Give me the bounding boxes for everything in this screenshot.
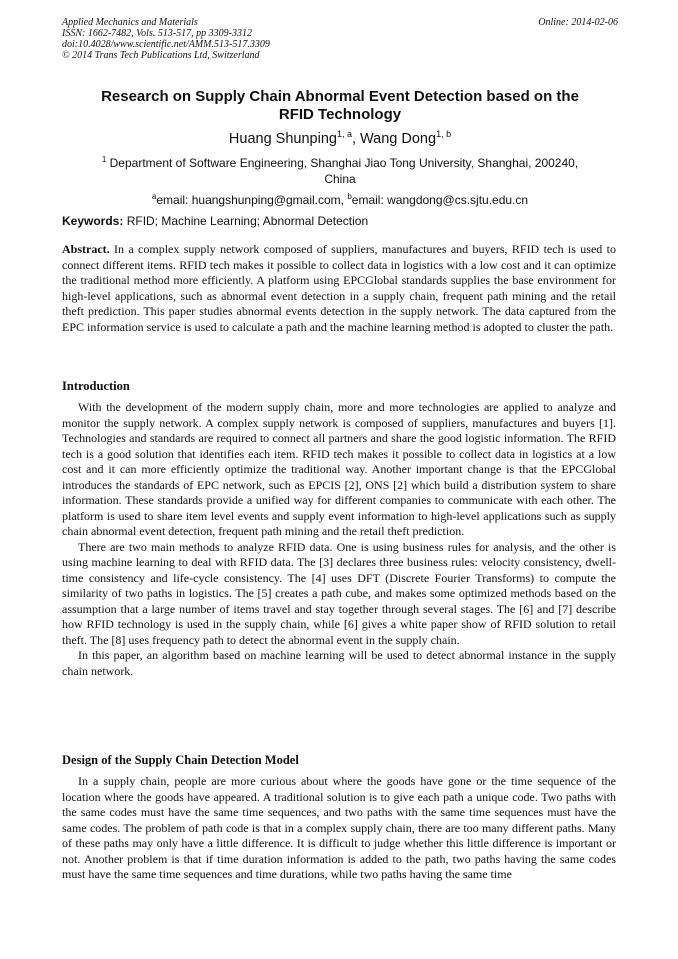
email-b-marker: b: [347, 192, 352, 201]
issn-line: ISSN: 1662-7482, Vols. 513-517, pp 3309-3312: [62, 28, 252, 39]
author-1-affil: 1, a: [336, 129, 352, 139]
email-a: email: huangshunping@gmail.com,: [156, 193, 348, 207]
title-line-1: Research on Supply Chain Abnormal Event Detection based on the: [101, 88, 579, 105]
abstract-paragraph: [62, 242, 616, 335]
email-line: [62, 192, 618, 208]
abstract-text: In a complex supply network composed of suppliers, manufactures and buyers, RFID tech is used to connect different items. RFID tech makes it possible to collect data in logistics with a low cost and it can optimize the traditional method more efficiently. A platform using EPCGlobal standards supplies the base environment for high-level applications, such as abnormal event detection in a supply chain, frequent path mining and the retail theft prediction. This paper studies abnormal events detection in the supply network. The data captured from the EPC information service is used to calculate a path and the machine learning method is adopted to cluster the path.: [62, 242, 616, 334]
abstract: [62, 242, 616, 335]
intro-paragraph-1: With the development of the modern supply chain, more and more technologies are applied to analyze and monitor the supply network. A complex supply network is composed of suppliers, manufactures and buyers [1]. Technologies and standards are required to connect all partners and share the good logistic information. The RFID tech is a good solution that identifies each item. RFID tech makes it possible to collect data in logistics at a low cost and it can more efficiently optimize the traditional way. Another important change is that the EPCGlobal introduces the standards of EPC network, such as EPCIS [2], ONS [2] which build a distribution system to share information. These standards provide a unified way for different companies to communicate with each other. The platform is used to share item level events and supply event information to high-level applications such as supply chain abnormal event detection, frequent path mining and the retail theft prediction.: [62, 400, 616, 538]
author-1: Huang Shunping: [228, 131, 337, 147]
copyright-line: © 2014 Trans Tech Publications Ltd, Switzerland: [62, 50, 260, 61]
design-body: [62, 774, 616, 883]
email-b: email: wangdong@cs.sjtu.edu.cn: [351, 193, 529, 207]
paper-title: [62, 88, 618, 124]
intro-paragraph-2: There are two main methods to analyze RFID data. One is using business rules for analysis, and the other is using machine learning to deal with RFID data. The [3] declares three business rules: velocity consistency, dwell-time consistency and life-cycle consistency. The [4] uses DFT (Discrete Fourier Transforms) to compute the similarity of two paths in logistics. The [5] creates a path cube, and makes some optimized methods based on the assumption that a large number of items travel and stay together through several stages. The [6] and [7] describe how RFID technology is used in the supply chain, while [6] gives a white paper show of RFID solution to retail theft. The [8] uses frequency path to detect the abnormal event in the supply chain.: [62, 539, 616, 647]
keywords: [62, 213, 618, 229]
design-heading: Design of the Supply Chain Detection Model: [62, 753, 299, 767]
title-line-2: RFID Technology: [278, 106, 402, 123]
email-a-marker: a: [151, 192, 157, 201]
abstract-label: Abstract.: [62, 242, 110, 256]
journal-name: Applied Mechanics and Materials: [62, 17, 198, 28]
online-date: Online: 2014-02-06: [538, 17, 618, 28]
affiliation: [90, 155, 590, 187]
introduction-heading: Introduction: [62, 379, 130, 393]
design-paragraph-1: In a supply chain, people are more curious about where the goods have gone or the time sequence of the location where the goods have appeared. A traditional solution is to give each path a unique code. Two paths with the same codes must have the same time sequences, and two paths with the same time sequences must have the same codes. The problem of path code is that in a complex supply chain, there are too many different paths. Many of these paths may only have a little difference. It is difficult to judge whether this little difference is important or not. Another problem is that if time duration information is added to the path, two paths having the same codes must have the same time sequences and time durations, while two paths having the same time: [62, 774, 616, 881]
introduction-body: [62, 400, 616, 679]
doi-line: doi:10.4028/www.scientific.net/AMM.513-517.3309: [62, 39, 270, 50]
journal-header: [62, 17, 618, 61]
keywords-label: Keywords:: [62, 214, 124, 228]
keywords-text: RFID; Machine Learning; Abnormal Detection: [123, 214, 369, 228]
author-separator: ,: [351, 131, 361, 147]
author-2-affil: 1, b: [436, 129, 452, 139]
affiliation-marker: 1: [101, 155, 107, 164]
author-2: Wang Dong: [360, 131, 437, 147]
author-list: [62, 130, 618, 148]
affiliation-text: Department of Software Engineering, Shanghai Jiao Tong University, Shanghai, 200240, China: [106, 156, 579, 186]
intro-paragraph-3: In this paper, an algorithm based on machine learning will be used to detect abnormal instance in the supply chain network.: [62, 648, 616, 678]
